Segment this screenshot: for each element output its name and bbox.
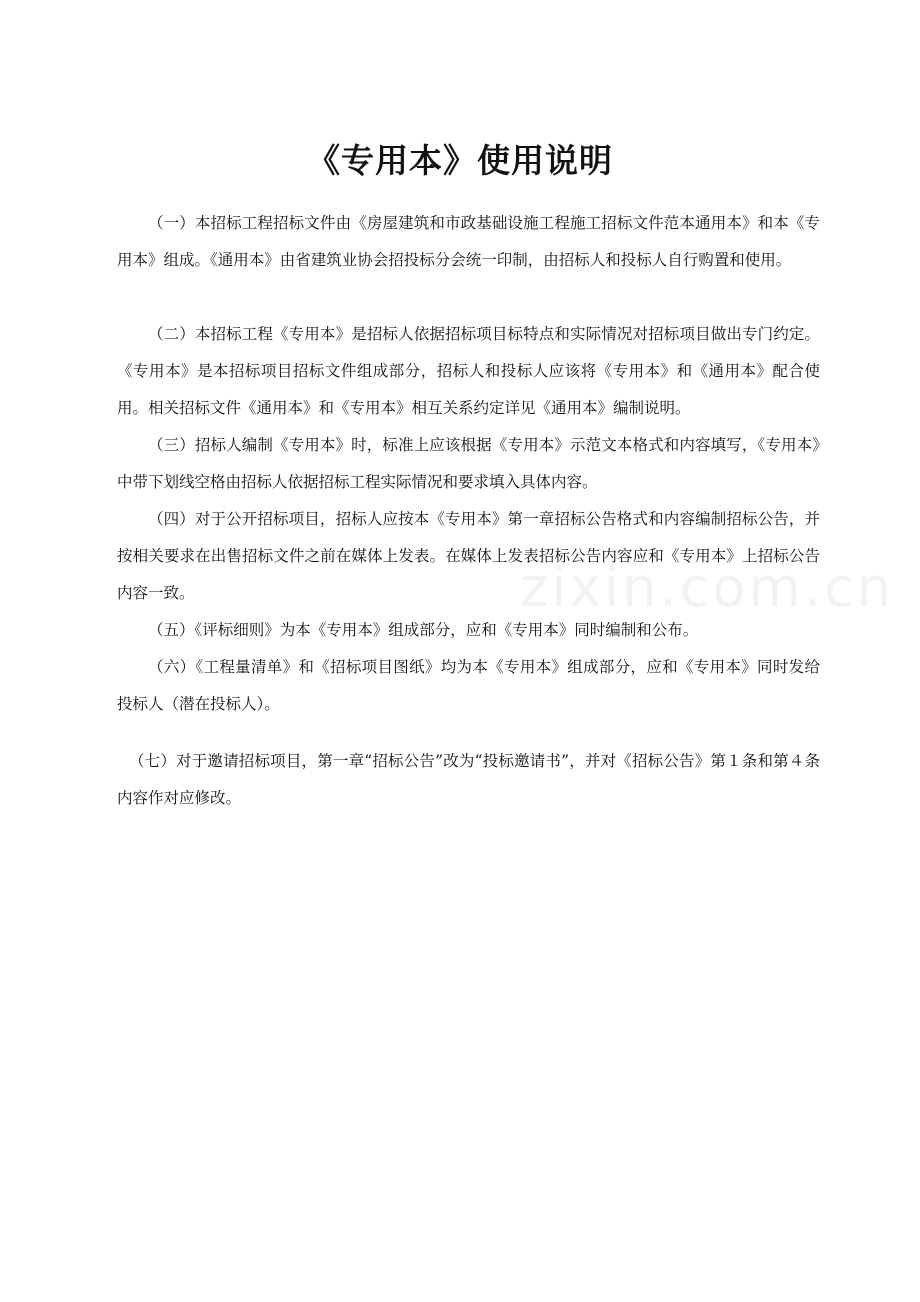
paragraph-7: （七）对于邀请招标项目，第一章“招标公告”改为“投标邀请书”，并对《招标公告》第１条和第４条内容作对应修改。 bbox=[117, 752, 820, 807]
watermark: zixin.com.cn bbox=[520, 556, 895, 619]
document-title: 《专用本》使用说明 bbox=[307, 141, 613, 180]
paragraph-6: （六）《工程量清单》和《招标项目图纸》均为本《专用本》组成部分，应和《专用本》同时发给投标人（潜在投标人）。 bbox=[117, 658, 820, 713]
paragraph-5: （五）《评标细则》为本《专用本》组成部分，应和《专用本》同时编制和公布。 bbox=[148, 621, 699, 639]
paragraph-3: （三）招标人编制《专用本》时，标准上应该根据《专用本》示范文本格式和内容填写，《专用本》中带下划线空格由招标人依据招标工程实际情况和要求填入具体内容。 bbox=[117, 436, 820, 491]
paragraph-2: （二）本招标工程《专用本》是招标人依据招标项目标特点和实际情况对招标项目做出专门约定。《专用本》是本招标项目招标文件组成部分，招标人和投标人应该将《专用本》和《通用本》配合使用。相关招标文件《通用本》和《专用本》相互关系约定详见《通用本》编制说明。 bbox=[117, 325, 820, 417]
paragraph-4: （四）对于公开招标项目，招标人应按本《专用本》第一章招标公告格式和内容编制招标公告，并按相关要求在出售招标文件之前在媒体上发表。在媒体上发表招标公告内容应和《专用本》上招标公告内容一致。 bbox=[117, 510, 820, 602]
paragraph-1: （一）本招标工程招标文件由《房屋建筑和市政基础设施工程施工招标文件范本通用本》和本《专用本》组成。《通用本》由省建筑业协会招投标分会统一印制，由招标人和投标人自行购置和使用。 bbox=[117, 214, 820, 269]
